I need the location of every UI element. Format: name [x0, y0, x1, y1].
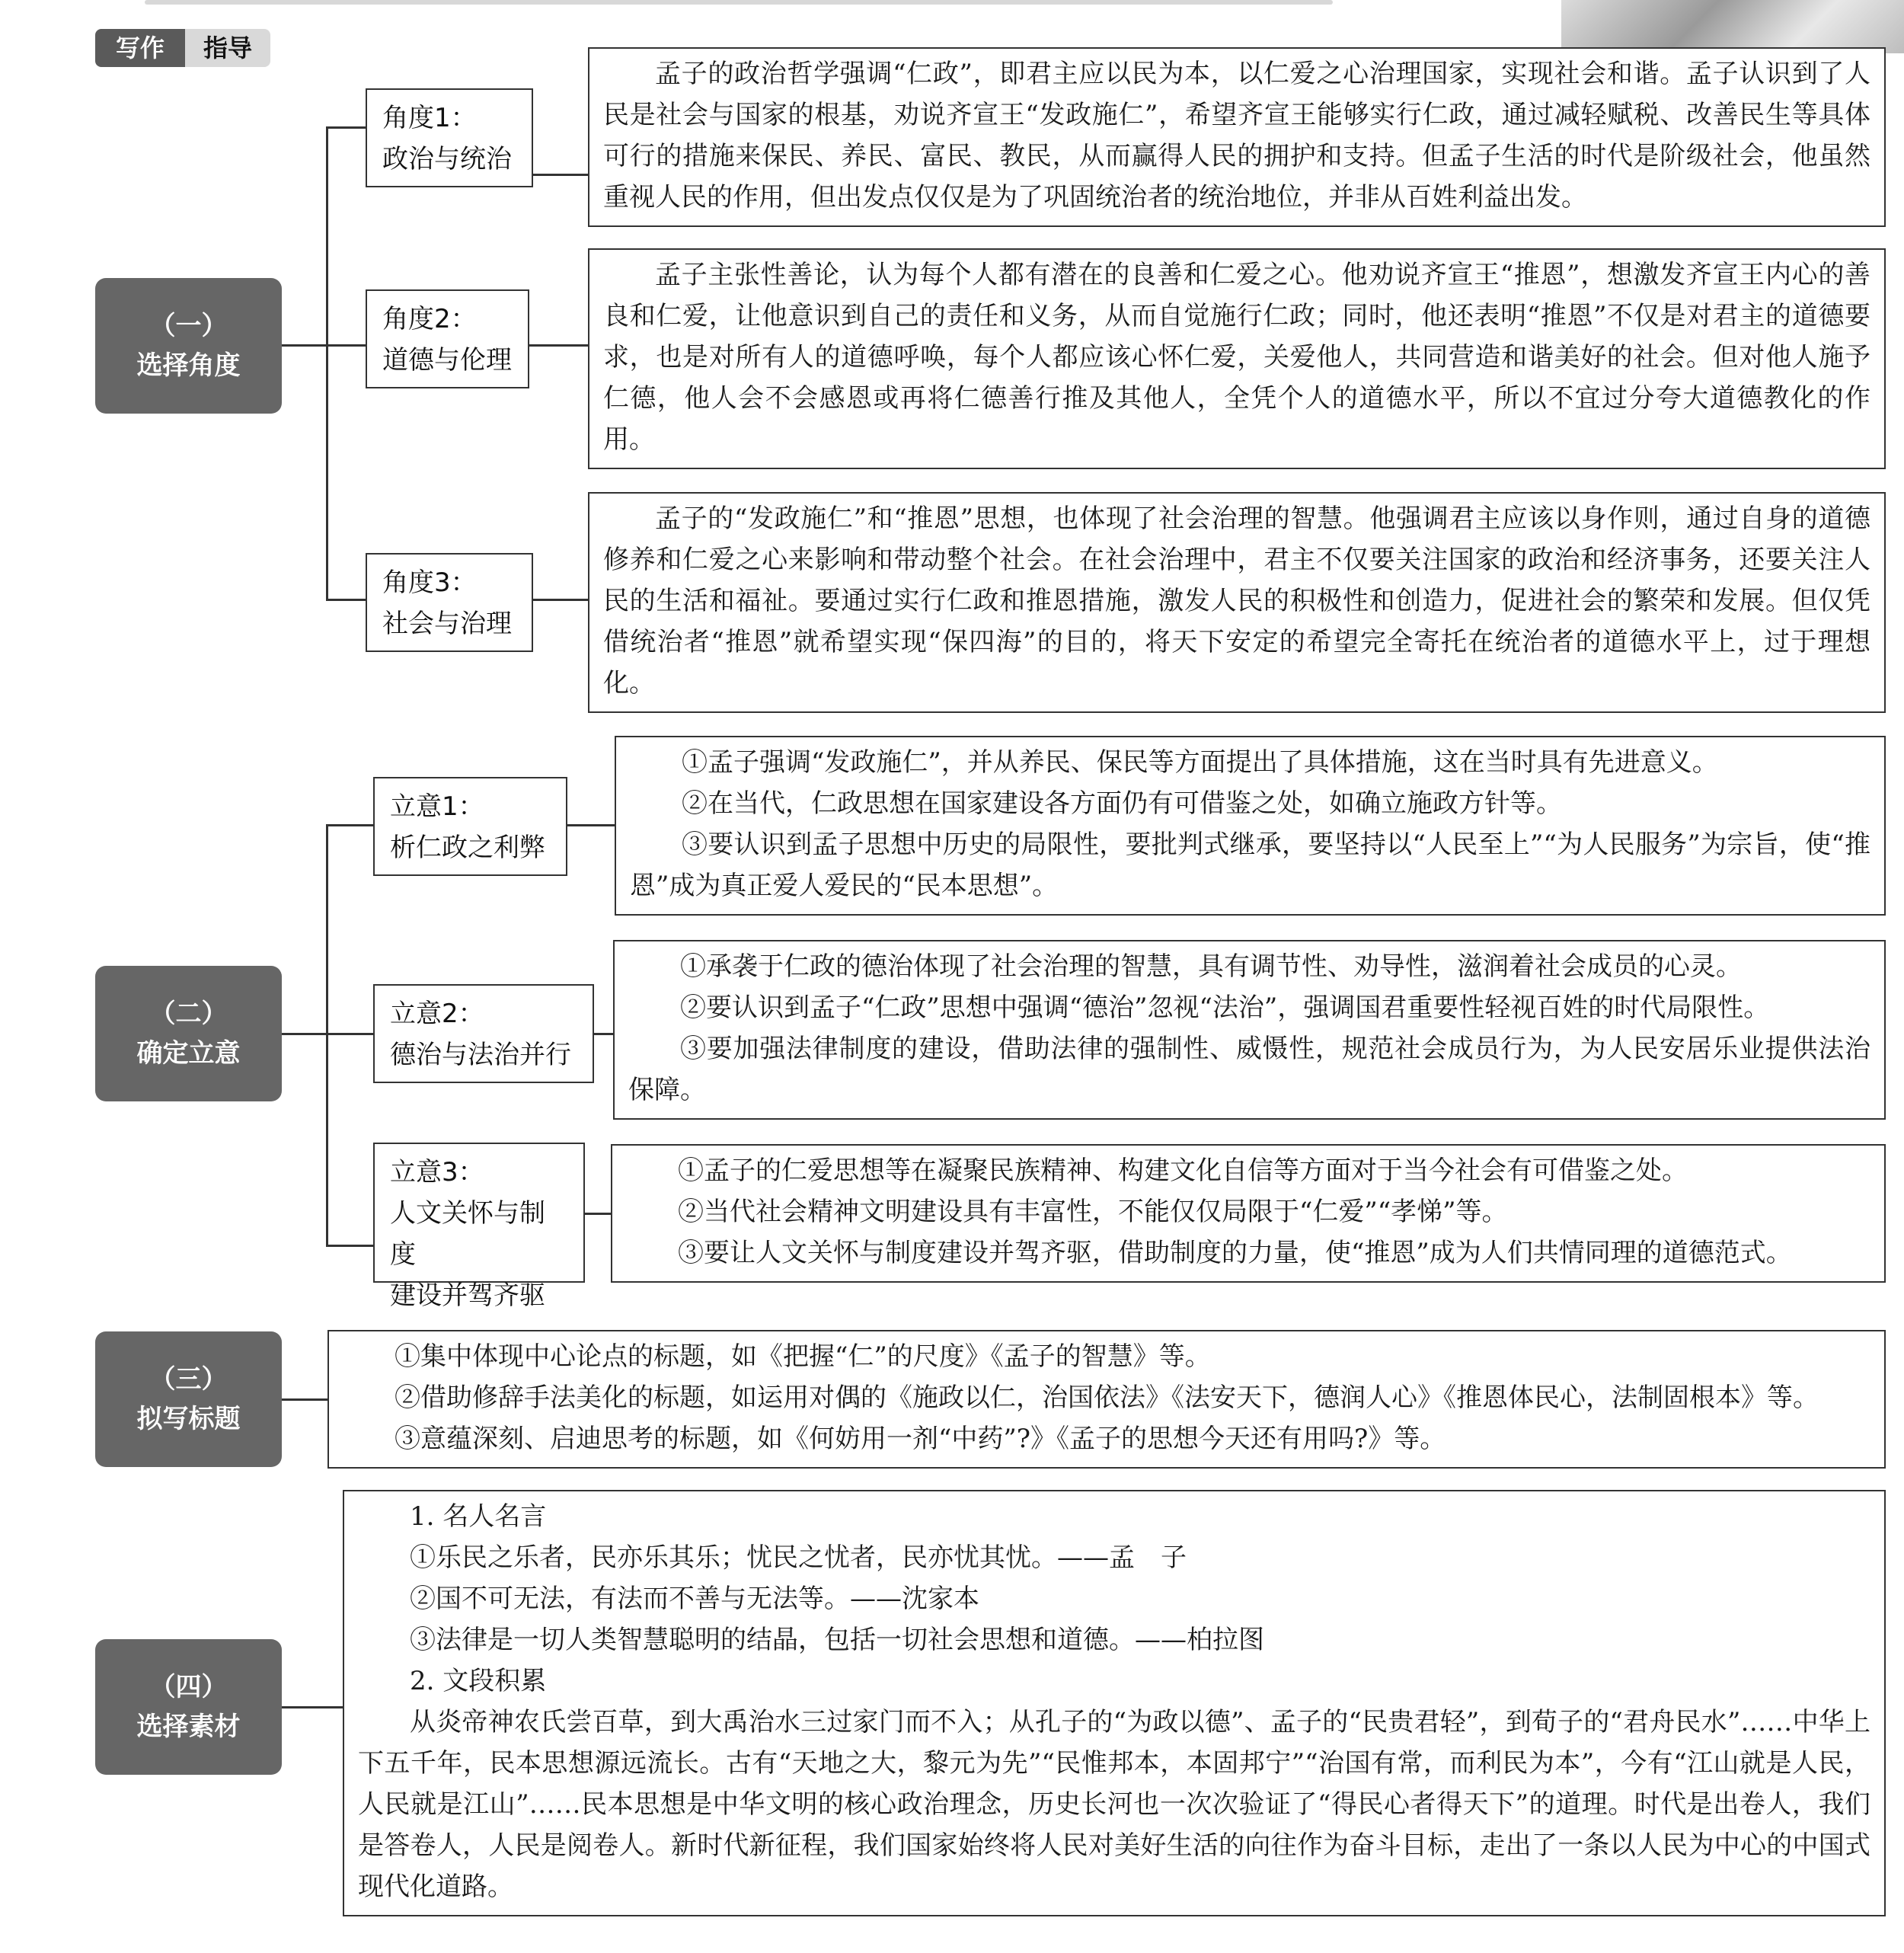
section-1-box [95, 278, 282, 414]
section-tag [95, 29, 270, 67]
connector [326, 1033, 373, 1035]
angle-3-text: 孟子的“发政施仁”和“推恩”思想，也体现了社会治理的智慧。他强调君主应该以身作则，通过自身的道德修养和仁爱之心来影响和带动整个社会。在社会治理中，君主不仅要关注国家的政治和经济事务，还要关注人民的生活和福祉。要通过实行仁政和推恩措施，激发人民的积极性和创造力，促进社会的繁荣和发展。但仅凭借统治者“推恩”就希望实现“保四海”的目的，将天下安定的希望完全寄托在统治者的道德水平上，过于理想化。 [603, 503, 1870, 698]
theme-1-text-box [615, 736, 1886, 916]
theme-3-num: 立意3： [390, 1157, 484, 1187]
connector [282, 344, 326, 347]
theme-1-num: 立意1： [390, 791, 484, 822]
angle-1-text: 孟子的政治哲学强调“仁政”，即君主应以民为本，以仁爱之心治理国家，实现社会和谐。孟子认识到了人民是社会与国家的根基，劝说齐宣王“发政施仁”，希望齐宣王能够实行仁政，通过减轻赋税、改善民生等具体可行的措施来保民、养民、富民、教民，从而赢得人民的拥护和支持。但孟子生活的时代是阶级社会，他虽然重视人民的作用，但出发点仅仅是为了巩固统治者的统治地位，并非从百姓利益出发。 [603, 59, 1870, 213]
angle-2-title: 道德与伦理 [382, 345, 512, 376]
quote-item: ③法律是一切人类智慧聪明的结晶，包括一切社会思想和道德。——柏拉图 [410, 1625, 1264, 1655]
angle-3-num: 角度3： [382, 567, 477, 598]
materials-heading-paragraph: 2. 文段积累 [410, 1666, 547, 1696]
theme-2-item: ①承袭于仁政的德治体现了社会治理的智慧，具有调节性、劝导性，滋润着社会成员的心灵。 [680, 951, 1742, 982]
angle-1-text-box [588, 47, 1886, 227]
angle-3-text-box [588, 492, 1886, 713]
title-item: ①集中体现中心论点的标题，如《把握“仁”的尺度》《孟子的智慧》等。 [395, 1341, 1211, 1372]
connector [326, 126, 366, 129]
connector [326, 599, 366, 601]
section-2-box [95, 966, 282, 1101]
angle-2-text: 孟子主张性善论，认为每个人都有潜在的良善和仁爱之心。他劝说齐宣王“推恩”，想激发齐宣王内心的善良和仁爱，让他意识到自己的责任和义务，从而自觉施行仁政；同时，他还表明“推恩”不仅是对君主的道德要求，也是对所有人的道德呼唤，每个人都应该心怀仁爱，关爱他人，共同营造和谐美好的社会。但对他人施予仁德，他人会不会感恩或再将仁德善行推及其他人，全凭个人的道德水平，所以不宜过分夸大道德教化的作用。 [603, 260, 1870, 455]
theme-1-title: 析仁政之利弊 [390, 833, 545, 863]
section-2-number: （二） [149, 999, 228, 1029]
corner-photo [1561, 0, 1904, 53]
angle-1-title: 政治与统治 [382, 144, 512, 174]
theme-2-title: 德治与法治并行 [390, 1040, 571, 1070]
section-3-box [95, 1331, 282, 1467]
tag-right: 指导 [185, 29, 270, 67]
connector [282, 1398, 327, 1401]
theme-1-item: ①孟子强调“发政施仁”，并从养民、保民等方面提出了具体措施，这在当时具有先进意义。 [682, 747, 1718, 778]
theme-3-item: ①孟子的仁爱思想等在凝聚民族精神、构建文化自信等方面对于当今社会有可借鉴之处。 [678, 1155, 1688, 1186]
theme-3-item: ②当代社会精神文明建设具有丰富性，不能仅仅局限于“仁爱”“孝悌”等。 [678, 1197, 1508, 1227]
theme-3-title: 人文关怀与制度 [390, 1198, 545, 1270]
connector [594, 1033, 613, 1035]
theme-1-item: ②在当代，仁政思想在国家建设各方面仍有可借鉴之处，如确立施政方针等。 [682, 788, 1562, 819]
titles-text-box [327, 1330, 1886, 1469]
section-3-title: 拟写标题 [136, 1404, 241, 1434]
connector [282, 1033, 326, 1035]
section-1-number: （一） [149, 311, 228, 341]
section-3-number: （三） [149, 1364, 228, 1395]
quote-item: ①乐民之乐者，民亦乐其乐；忧民之忧者，民亦忧其忧。——孟 子 [410, 1542, 1187, 1573]
title-item: ②借助修辞手法美化的标题，如运用对偶的《施政以仁，治国依法》《法安天下，德润人心》《推恩体民心，法制固根本》等。 [395, 1382, 1819, 1413]
connector [326, 344, 366, 347]
connector [282, 1706, 343, 1708]
angle-2-text-box [588, 248, 1886, 469]
theme-2-label [373, 984, 594, 1083]
angle-3-title: 社会与治理 [382, 609, 512, 639]
top-rule [145, 0, 1333, 5]
section-4-box [95, 1639, 282, 1775]
tag-left: 写作 [95, 29, 185, 67]
section-1-title: 选择角度 [136, 350, 241, 381]
theme-2-item: ②要认识到孟子“仁政”思想中强调“德治”忽视“法治”，强调国君重要性轻视百姓的时代局限性。 [680, 992, 1770, 1023]
theme-2-num: 立意2： [390, 999, 484, 1029]
angle-3-label [366, 553, 533, 652]
connector [529, 344, 588, 347]
theme-1-label [373, 777, 567, 876]
connector [533, 599, 588, 601]
connector [326, 824, 373, 826]
theme-3-label [373, 1143, 585, 1311]
connector [326, 824, 328, 1246]
materials-paragraph: 从炎帝神农氏尝百草，到大禹治水三过家门而不入；从孔子的“为政以德”、孟子的“民贵君轻”，到荀子的“君舟民水”……中华上下五千年，民本思想源远流长。古有“天地之大，黎元为先”“民惟邦本，本固邦宁”“治国有常，而利民为本”，今有“江山就是人民，人民就是江山”……民本思想是中华文明的核心政治理念，历史长河也一次次验证了“得民心者得天下”的道理。时代是出卷人，我们是答卷人，人民是阅卷人。新时代新征程，我们国家始终将人民对美好生活的向往作为奋斗目标，走出了一条以人民为中心的中国式现代化道路。 [358, 1707, 1870, 1902]
connector [326, 1245, 373, 1247]
section-2-title: 确定立意 [136, 1038, 241, 1069]
theme-3-item: ③要让人文关怀与制度建设并驾齐驱，借助制度的力量，使“推恩”成为人们共情同理的道德范式。 [678, 1238, 1792, 1268]
connector [533, 174, 588, 176]
section-4-number: （四） [149, 1672, 228, 1702]
angle-1-num: 角度1： [382, 103, 477, 133]
theme-3-text-box [611, 1144, 1886, 1283]
title-item: ③意蕴深刻、启迪思考的标题，如《何妨用一剂“中药”?》《孟子的思想今天还有用吗?》等。 [395, 1424, 1446, 1454]
angle-2-num: 角度2： [382, 304, 477, 334]
materials-heading-quotes: 1. 名人名言 [410, 1501, 547, 1532]
section-4-title: 选择素材 [136, 1712, 241, 1742]
connector [567, 824, 615, 826]
materials-text-box [343, 1490, 1886, 1916]
theme-2-text-box [613, 940, 1886, 1120]
theme-2-item: ③要加强法律制度的建设，借助法律的强制性、威慑性，规范社会成员行为，为人民安居乐业提供法治保障。 [628, 1034, 1870, 1105]
theme-3-title-line2: 建设并驾齐驱 [390, 1280, 545, 1311]
theme-1-item: ③要认识到孟子思想中历史的局限性，要批判式继承，要坚持以“人民至上”“为人民服务”为宗旨，使“推恩”成为真正爱人爱民的“民本思想”。 [630, 829, 1870, 901]
angle-2-label [366, 289, 529, 388]
connector [326, 126, 328, 600]
quote-item: ②国不可无法，有法而不善与无法等。——沈家本 [410, 1584, 979, 1614]
connector [585, 1213, 611, 1215]
angle-1-label [366, 88, 533, 187]
